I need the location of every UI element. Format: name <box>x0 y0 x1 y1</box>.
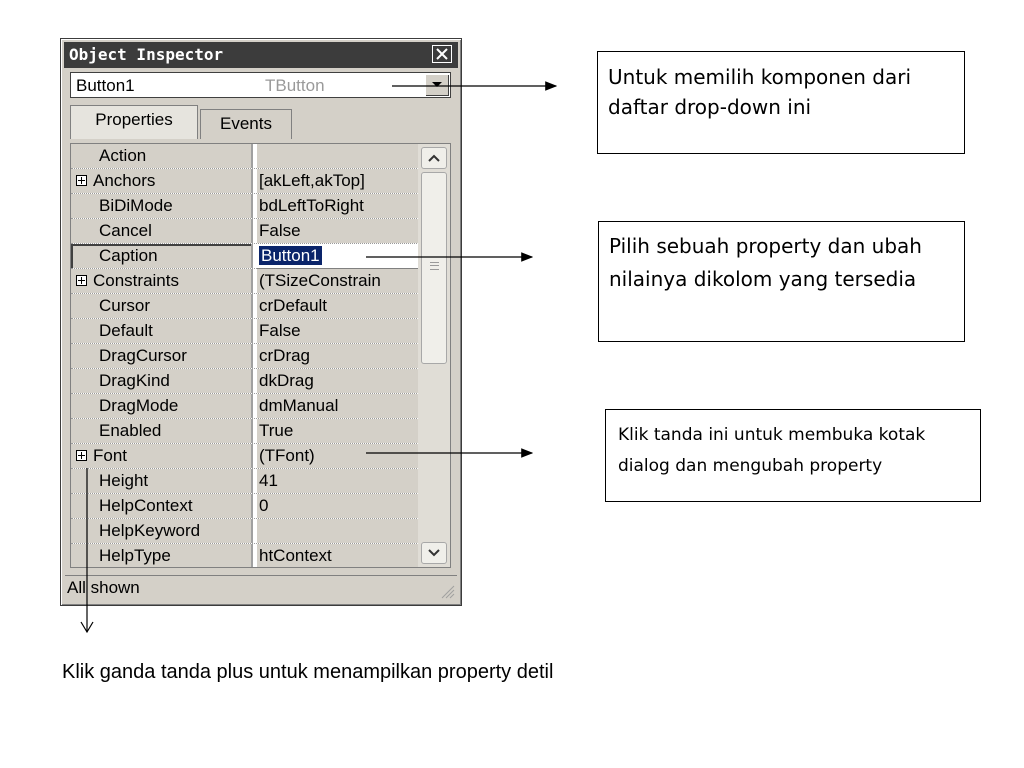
property-name-label: Cancel <box>99 221 152 240</box>
property-value-label: crDefault <box>259 296 328 315</box>
property-name-label: Action <box>99 146 147 165</box>
property-name-label: Enabled <box>99 421 162 440</box>
property-value-label: True <box>259 421 294 440</box>
property-value-label: dmManual <box>259 396 339 415</box>
property-name-label: Caption <box>99 246 158 265</box>
property-name-label: Cursor <box>99 296 151 315</box>
property-value-label: False <box>259 221 301 240</box>
property-value-label: 0 <box>259 496 269 515</box>
property-name-label: Anchors <box>93 171 156 190</box>
property-value-label: htContext <box>259 546 332 565</box>
property-name-label: DragMode <box>99 396 179 415</box>
window-title: Object Inspector <box>69 45 224 64</box>
annotation-dialog: Klik tanda ini untuk membuka kotak dialog dan mengubah property <box>605 409 981 502</box>
property-value-label: crDrag <box>259 346 311 365</box>
tab-properties[interactable]: Properties <box>70 105 198 139</box>
property-value-label: (TFont) <box>259 446 315 465</box>
property-name-label: Default <box>99 321 153 340</box>
component-name: Button1 <box>76 76 135 95</box>
property-name-label: HelpContext <box>99 496 193 515</box>
annotation-property: Pilih sebuah property dan ubah nilainya dikolom yang tersedia <box>598 221 965 342</box>
status-text: All shown <box>67 578 140 597</box>
property-name-label: DragCursor <box>99 346 187 365</box>
property-name-label: BiDiMode <box>99 196 173 215</box>
annotation-plus: Klik ganda tanda plus untuk menampilkan property detil <box>62 661 554 683</box>
property-value-label: [akLeft,akTop] <box>259 171 365 190</box>
tab-events[interactable]: Events <box>200 109 292 139</box>
property-name-label: Font <box>93 446 128 465</box>
property-value-label: bdLeftToRight <box>259 196 364 215</box>
property-name-label: HelpType <box>99 546 171 565</box>
component-type: TButton <box>265 76 325 95</box>
property-name-label: HelpKeyword <box>99 521 201 540</box>
property-value-label: False <box>259 321 301 340</box>
property-value-editor[interactable]: Button1 <box>261 246 320 265</box>
property-value-label: 41 <box>259 471 278 490</box>
annotation-dropdown: Untuk memilih komponen dari daftar drop-down ini <box>597 51 965 154</box>
property-name-label: Height <box>99 471 149 490</box>
property-name-label: Constraints <box>93 271 179 290</box>
property-value-label: dkDrag <box>259 371 314 390</box>
property-name-label: DragKind <box>99 371 170 390</box>
property-value-label: (TSizeConstrain <box>259 271 381 290</box>
